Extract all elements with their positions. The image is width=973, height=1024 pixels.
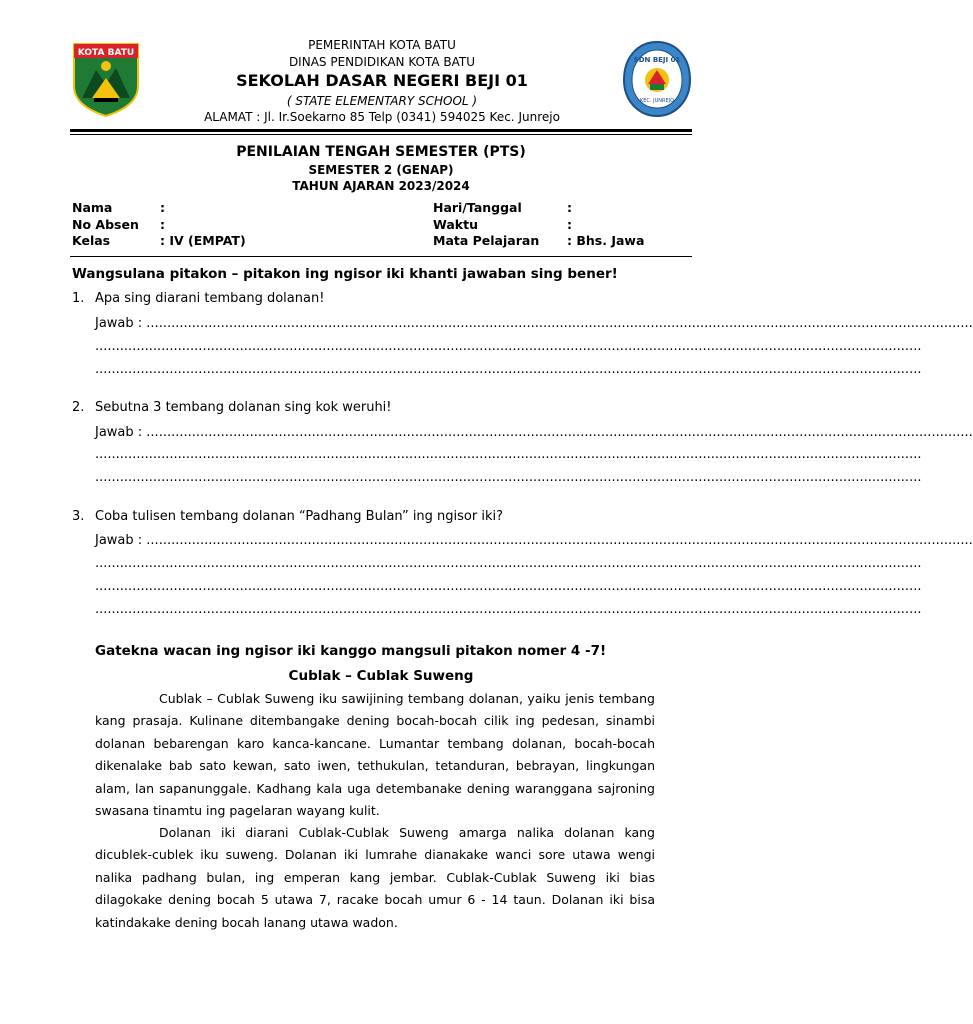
identity-value-absen: : — [160, 217, 165, 232]
identity-label-name: Nama — [72, 200, 113, 215]
question-text: Apa sing diarani tembang dolanan! — [95, 291, 325, 306]
instruction: Wangsulana pitakon – pitakon ing ngisor iki khanti jawaban sing bener! — [72, 266, 618, 282]
question-number: 1. — [72, 291, 85, 306]
header-divider-thick — [70, 129, 692, 132]
answer-line[interactable]: ........................................................................................................................................................................................................ — [95, 470, 922, 485]
identity-label-mapel: Mata Pelajaran — [433, 233, 540, 248]
identity-label-kelas: Kelas — [72, 233, 111, 248]
answer-label: Jawab : — [95, 533, 147, 548]
identity-divider — [70, 256, 692, 257]
exam-semester: SEMESTER 2 (GENAP) — [308, 163, 454, 177]
header-line2: DINAS PENDIDIKAN KOTA BATU — [288, 55, 476, 69]
question-text: Coba tulisen tembang dolanan “Padhang Bulan” ing ngisor iki? — [95, 509, 504, 524]
answer-line[interactable]: ........................................................................................................................................................................................................ — [95, 556, 922, 571]
identity-label-waktu: Waktu — [433, 217, 478, 232]
identity-value-name: : — [160, 200, 165, 215]
answer-line[interactable]: ........................................................................................................................................................................................................ — [95, 339, 922, 354]
answer-line[interactable]: ........................................................................................................................................................................................................ — [95, 602, 922, 617]
school-subtitle: ( STATE ELEMENTARY SCHOOL ) — [286, 94, 478, 108]
answer-line[interactable]: Jawab : ........................................................................................................................................................................................................ — [95, 533, 973, 548]
answer-line[interactable]: ........................................................................................................................................................................................................ — [95, 447, 922, 462]
header-divider-thin — [70, 134, 692, 135]
logo-text: KOTA BATU — [77, 48, 135, 58]
identity-value-mapel: : Bhs. Jawa — [567, 233, 645, 248]
reading-title: Cublak – Cublak Suweng — [288, 668, 474, 684]
identity-value-kelas: : IV (EMPAT) — [160, 233, 246, 248]
answer-label: Jawab : — [95, 316, 147, 331]
identity-value-hari: : — [567, 200, 572, 215]
question-number: 2. — [72, 400, 85, 415]
school-address: ALAMAT : Jl. Ir.Soekarno 85 Telp (0341) 594025 Kec. Junrejo — [204, 110, 560, 124]
question-number: 3. — [72, 509, 85, 524]
answer-line[interactable]: Jawab : ........................................................................................................................................................................................................ — [95, 316, 973, 331]
logo-text: KEC. JUNREJO — [639, 98, 675, 104]
logo-text: SDN BEJI 01 — [633, 56, 681, 64]
answer-line[interactable]: ........................................................................................................................................................................................................ — [95, 362, 922, 377]
exam-title: PENILAIAN TENGAH SEMESTER (PTS) — [236, 144, 526, 160]
question-text: Sebutna 3 tembang dolanan sing kok weruhi! — [95, 400, 392, 415]
answer-line[interactable]: ........................................................................................................................................................................................................ — [95, 579, 922, 594]
answer-line[interactable]: Jawab : ........................................................................................................................................................................................................ — [95, 425, 973, 440]
reading-paragraph-1: Cublak – Cublak Suweng iku sawijining tembang dolanan, yaiku jenis tembang kang prasaja. Kulinane ditembangake dening bocah-bocah cilik ing pedesan, sinambi dolanan bebarengan karo kanca-kancane. Lumantar tembang dolanan, bocah-bocah dikenalake bab sato kewan, sato iwen, tethukulan, tetanduran, bebrayan, lingkungan alam, lan sapanunggale. Kadhang kala uga detembanake dening waranggana sajroning swasana tinamtu ing pagelaran wayang kulit. — [95, 691, 655, 819]
reading-instruction: Gatekna wacan ing ngisor iki kanggo mangsuli pitakon nomer 4 -7! — [95, 643, 607, 659]
exam-year: TAHUN AJARAN 2023/2024 — [292, 179, 470, 193]
identity-label-hari: Hari/Tanggal — [433, 200, 522, 215]
header-line1: PEMERINTAH KOTA BATU — [308, 38, 456, 52]
reading-paragraph-2: Dolanan iki diarani Cublak-Cublak Suweng amarga nalika dolanan kang dicublek-cublek iku suweng. Dolanan iki lumrahe dianakake wanci sore utawa wengi nalika padhang bulan, ing emperan kang jembar. Cublak-Cublak Suweng iki bias dilagokake dening bocah 5 utawa 7, racake bocah umur 6 - 14 taun. Dolanan iki bisa katindakake dening bocah lanang utawa wadon. — [95, 825, 655, 930]
identity-label-absen: No Absen — [72, 217, 139, 232]
school-name: SEKOLAH DASAR NEGERI BEJI 01 — [236, 71, 528, 90]
identity-value-waktu: : — [567, 217, 572, 232]
answer-label: Jawab : — [95, 425, 147, 440]
